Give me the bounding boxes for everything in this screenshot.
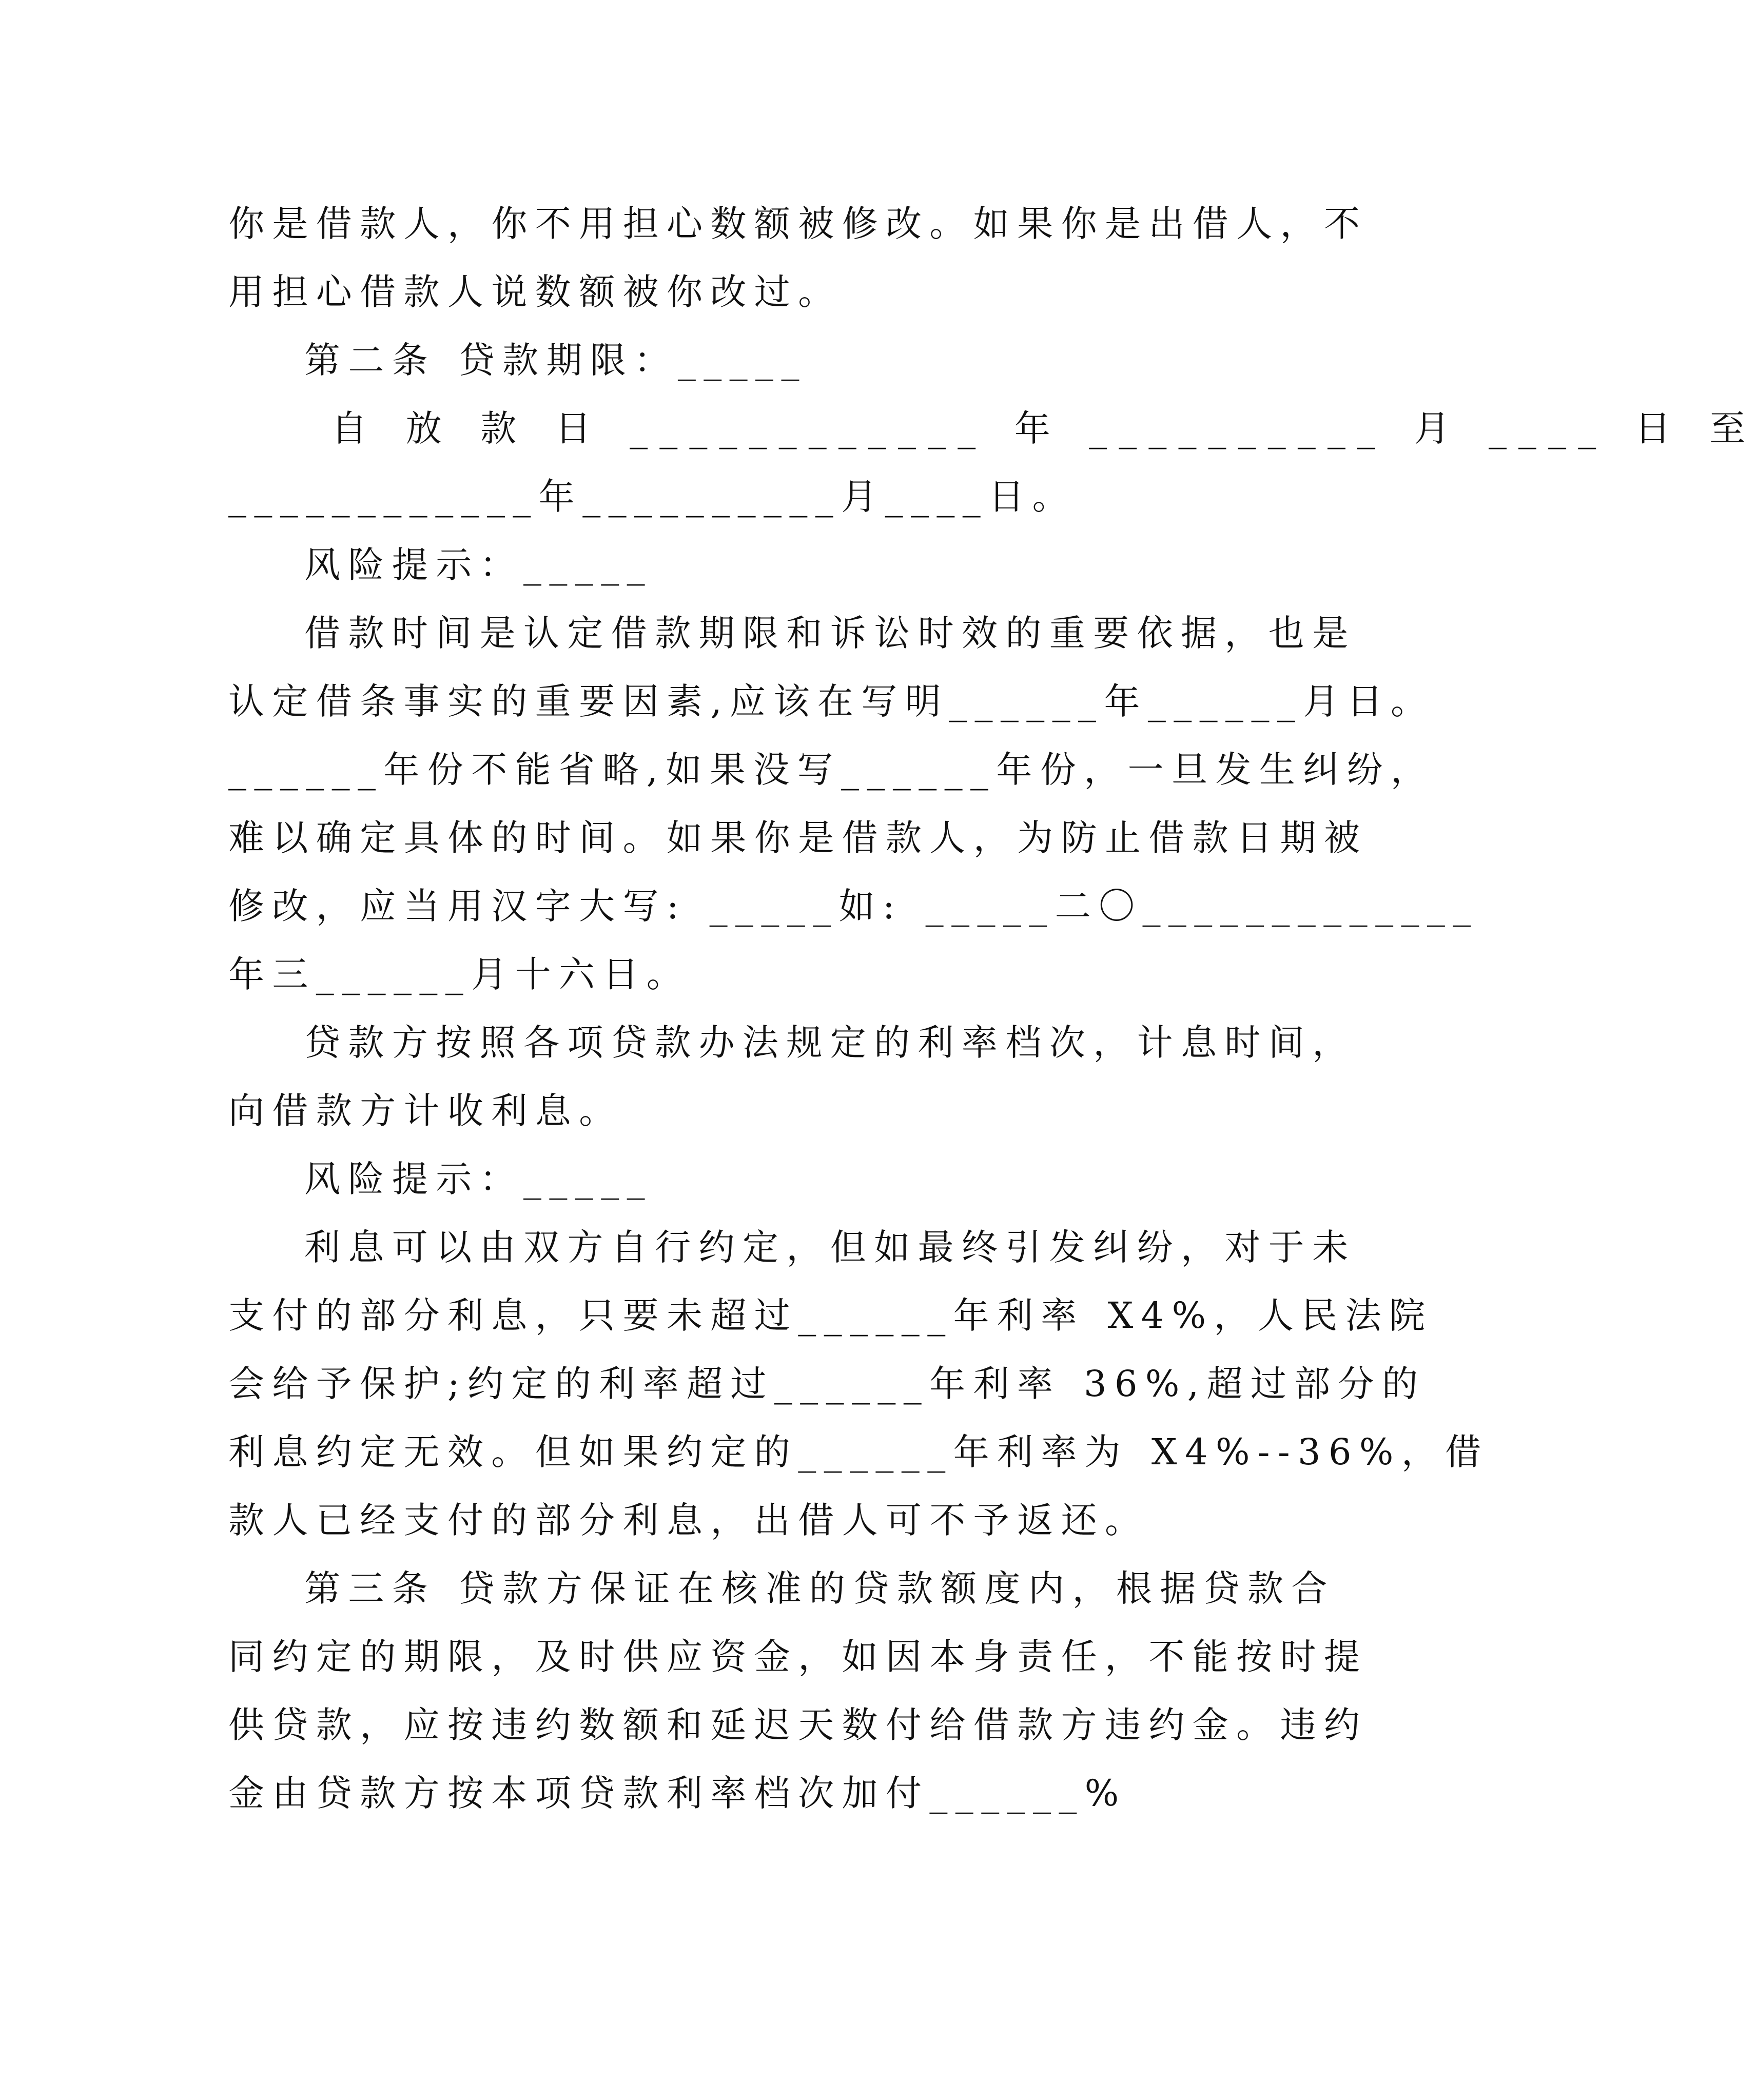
text-line: 供贷款，应按违约数额和延迟天数付给借款方违约金。违约 xyxy=(228,1704,1368,1746)
text-line: ____________年__________月____日。 xyxy=(228,476,1076,518)
text-line-risk-notice: 风险提示：_____ xyxy=(304,1158,653,1200)
text-line: 利息约定无效。但如果约定的______年利率为 X4%--36%，借 xyxy=(228,1431,1489,1473)
text-line: 同约定的期限，及时供应资金，如因本身责任，不能按时提 xyxy=(228,1636,1368,1678)
text-line-risk-notice: 风险提示：_____ xyxy=(304,544,653,586)
text-line: 自 放 款 日 ____________ 年 __________ 月 ____ 日 至 xyxy=(304,407,1757,449)
text-line-article-2-heading: 第二条 贷款期限：_____ xyxy=(304,339,807,381)
text-line: 利息可以由双方自行约定，但如最终引发纠纷，对于未 xyxy=(304,1226,1356,1268)
text-line: 用担心借款人说数额被你改过。 xyxy=(228,271,842,313)
text-line-article-3-heading: 第三条 贷款方保证在核准的贷款额度内，根据贷款合 xyxy=(304,1567,1335,1610)
text-line: 认定借条事实的重要因素,应该在写明______年______月日。 xyxy=(228,680,1435,722)
text-line: 金由贷款方按本项贷款利率档次加付______% xyxy=(228,1772,1127,1814)
text-line: 向借款方计收利息。 xyxy=(228,1090,623,1132)
text-line: 你是借款人，你不用担心数额被修改。如果你是出借人，不 xyxy=(228,203,1368,245)
text-line: ______年份不能省略,如果没写______年份，一旦发生纠纷， xyxy=(228,749,1435,791)
text-line: 款人已经支付的部分利息，出借人可不予返还。 xyxy=(228,1499,1149,1541)
text-line: 会给予保护;约定的利率超过______年利率 36%,超过部分的 xyxy=(228,1363,1426,1405)
text-line: 难以确定具体的时间。如果你是借款人，为防止借款日期被 xyxy=(228,817,1368,859)
text-line: 借款时间是认定借款期限和诉讼时效的重要依据，也是 xyxy=(304,612,1356,654)
text-line: 年三______月十六日。 xyxy=(228,953,691,995)
text-line: 支付的部分利息，只要未超过______年利率 X4%，人民法院 xyxy=(228,1294,1433,1337)
document-body xyxy=(228,190,1757,1828)
text-line: 贷款方按照各项贷款办法规定的利率档次，计息时间， xyxy=(304,1022,1356,1064)
text-line: 修改，应当用汉字大写: _____如: _____二〇_____________ xyxy=(228,885,1479,927)
